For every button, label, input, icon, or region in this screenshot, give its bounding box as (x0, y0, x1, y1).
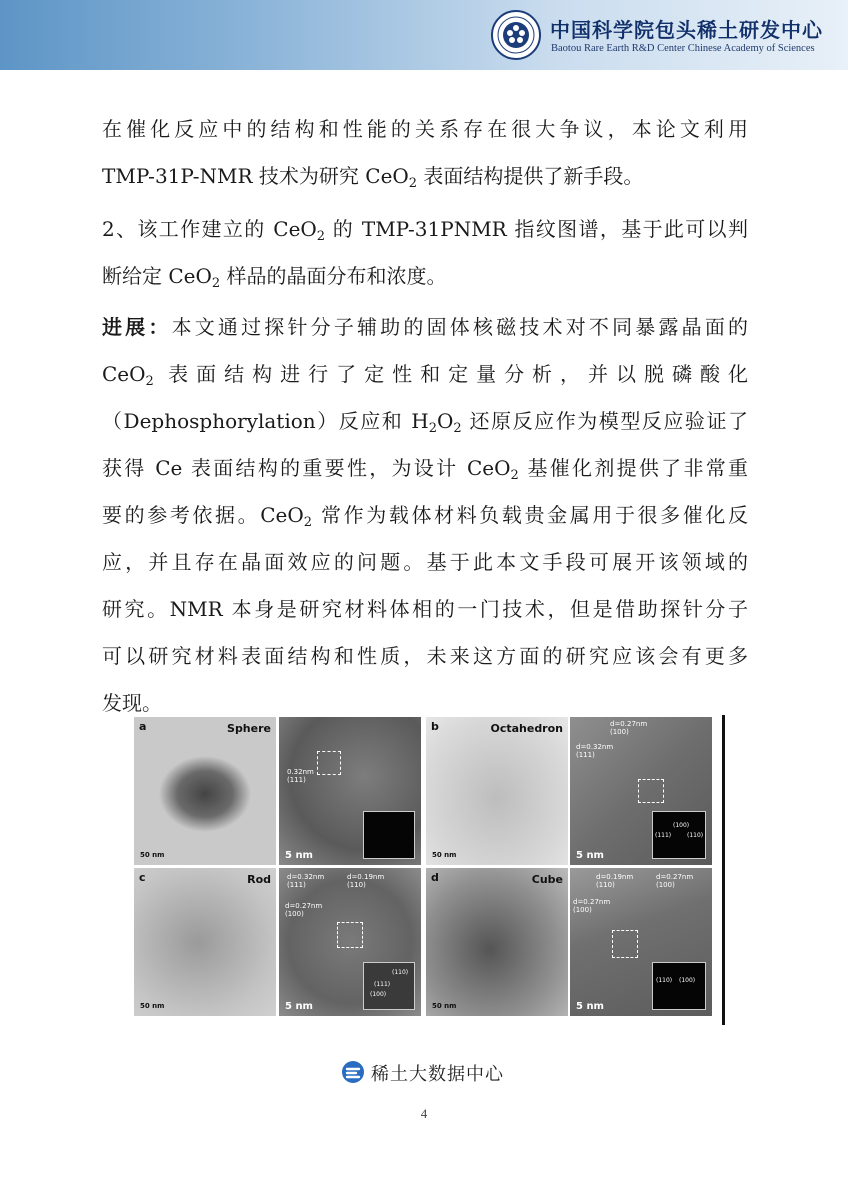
tem-figure (134, 717, 728, 1027)
text-line: 要的参考依据。CeO$_2$ 常作为载体材料负载贵金属用于很多催化反 (102, 503, 748, 530)
selection-box (337, 922, 363, 948)
lattice-spacing-label: d=0.27nm (100) (285, 902, 323, 918)
paragraph-1 (102, 106, 748, 200)
text-line: 可以研究材料表面结构和性质，未来这方面的研究应该会有更多 (102, 644, 748, 668)
org-name-en: Baotou Rare Earth R&D Center Chinese Academy of Sciences (551, 43, 815, 54)
text-line: 发现。 (102, 691, 162, 715)
text-line: 获得 Ce 表面结构的重要性，为设计 CeO$_2$ 基催化剂提供了非常重 (102, 456, 749, 483)
text-line: 断给定 CeO$_2$ 样品的晶面分布和浓度。 (102, 264, 447, 291)
progress-heading: 进展： (102, 315, 172, 339)
big-data-center-logo-icon (341, 1060, 365, 1084)
text-line: 进展：本文通过探针分子辅助的固体核磁技术对不同暴露晶面的 (102, 315, 749, 339)
header-band (0, 0, 848, 70)
panel-label: d (431, 871, 439, 884)
panel-label: a (139, 720, 147, 733)
fft-inset: (100) (111) (110) (652, 811, 706, 859)
fft-inset: (110) (100) (652, 962, 706, 1010)
lattice-spacing-label: d=0.19nm (110) (347, 873, 385, 889)
paragraph-2 (102, 206, 748, 300)
text-line: （Dephosphorylation）反应和 $H_2O_2$ 还原反应作为模型反应验证了 (102, 409, 749, 436)
lattice-spacing-label: d=0.32nm (111) (287, 873, 325, 889)
panel-label: c (139, 871, 146, 884)
lattice-spacing-label: d=0.27nm (100) (656, 873, 694, 889)
figure-divider (722, 715, 725, 1025)
selection-box (612, 930, 638, 958)
scale-bar-label: 5 nm (285, 850, 313, 861)
fft-inset (363, 811, 415, 859)
lattice-spacing-label: d=0.27nm (100) (610, 720, 648, 736)
scale-bar-label: 50 nm (432, 1002, 457, 1010)
panel-title: Rod (247, 873, 271, 886)
scale-bar-label: 50 nm (140, 1002, 165, 1010)
lattice-spacing-label: 0.32nm (111) (287, 768, 314, 784)
panel-c-hrtem (279, 868, 421, 1016)
text-line: 2、该工作建立的 CeO$_2$ 的 TMP-31PNMR 指纹图谱，基于此可以判 (102, 217, 748, 244)
scale-bar-label: 5 nm (576, 1001, 604, 1012)
selection-box (317, 751, 341, 775)
paragraph-3 (102, 304, 748, 727)
footer-brand: 稀土大数据中心 (371, 1064, 504, 1085)
scale-bar-label: 5 nm (576, 850, 604, 861)
scale-bar-label: 50 nm (432, 851, 457, 859)
lattice-spacing-label: d=0.19nm (110) (596, 873, 634, 889)
cas-emblem-icon (491, 10, 541, 60)
panel-c-tem (134, 868, 276, 1016)
panel-d-hrtem (570, 868, 712, 1016)
text-line: 应，并且存在晶面效应的问题。基于此本文手段可展开该领域的 (102, 550, 748, 574)
panel-a-tem (134, 717, 276, 865)
scale-bar-label: 50 nm (140, 851, 165, 859)
selection-box (638, 779, 664, 803)
text-line: CeO$_2$ 表面结构进行了定性和定量分析，并以脱磷酸化 (102, 362, 748, 389)
panel-d-tem (426, 868, 568, 1016)
panel-label: b (431, 720, 439, 733)
scale-bar-label: 5 nm (285, 1001, 313, 1012)
panel-title: Octahedron (490, 722, 563, 735)
panel-a-hrtem (279, 717, 421, 865)
lattice-spacing-label: d=0.32nm (111) (576, 743, 614, 759)
fft-inset: (110) (111) (100) (363, 962, 415, 1010)
panel-b-hrtem (570, 717, 712, 865)
text-line: 研究。NMR 本身是研究材料体相的一门技术，但是借助探针分子 (102, 597, 748, 621)
org-name-cn: 中国科学院包头稀土研发中心 (550, 18, 823, 42)
panel-title: Cube (531, 873, 563, 886)
text-line: 在催化反应中的结构和性能的关系存在很大争议，本论文利用 (102, 117, 748, 141)
lattice-spacing-label: d=0.27nm (100) (573, 898, 611, 914)
text-line: TMP-31P-NMR 技术为研究 CeO$_2$ 表面结构提供了新手段。 (102, 164, 644, 191)
panel-b-tem (426, 717, 568, 865)
page-number: 4 (420, 1106, 428, 1121)
panel-title: Sphere (227, 722, 271, 735)
